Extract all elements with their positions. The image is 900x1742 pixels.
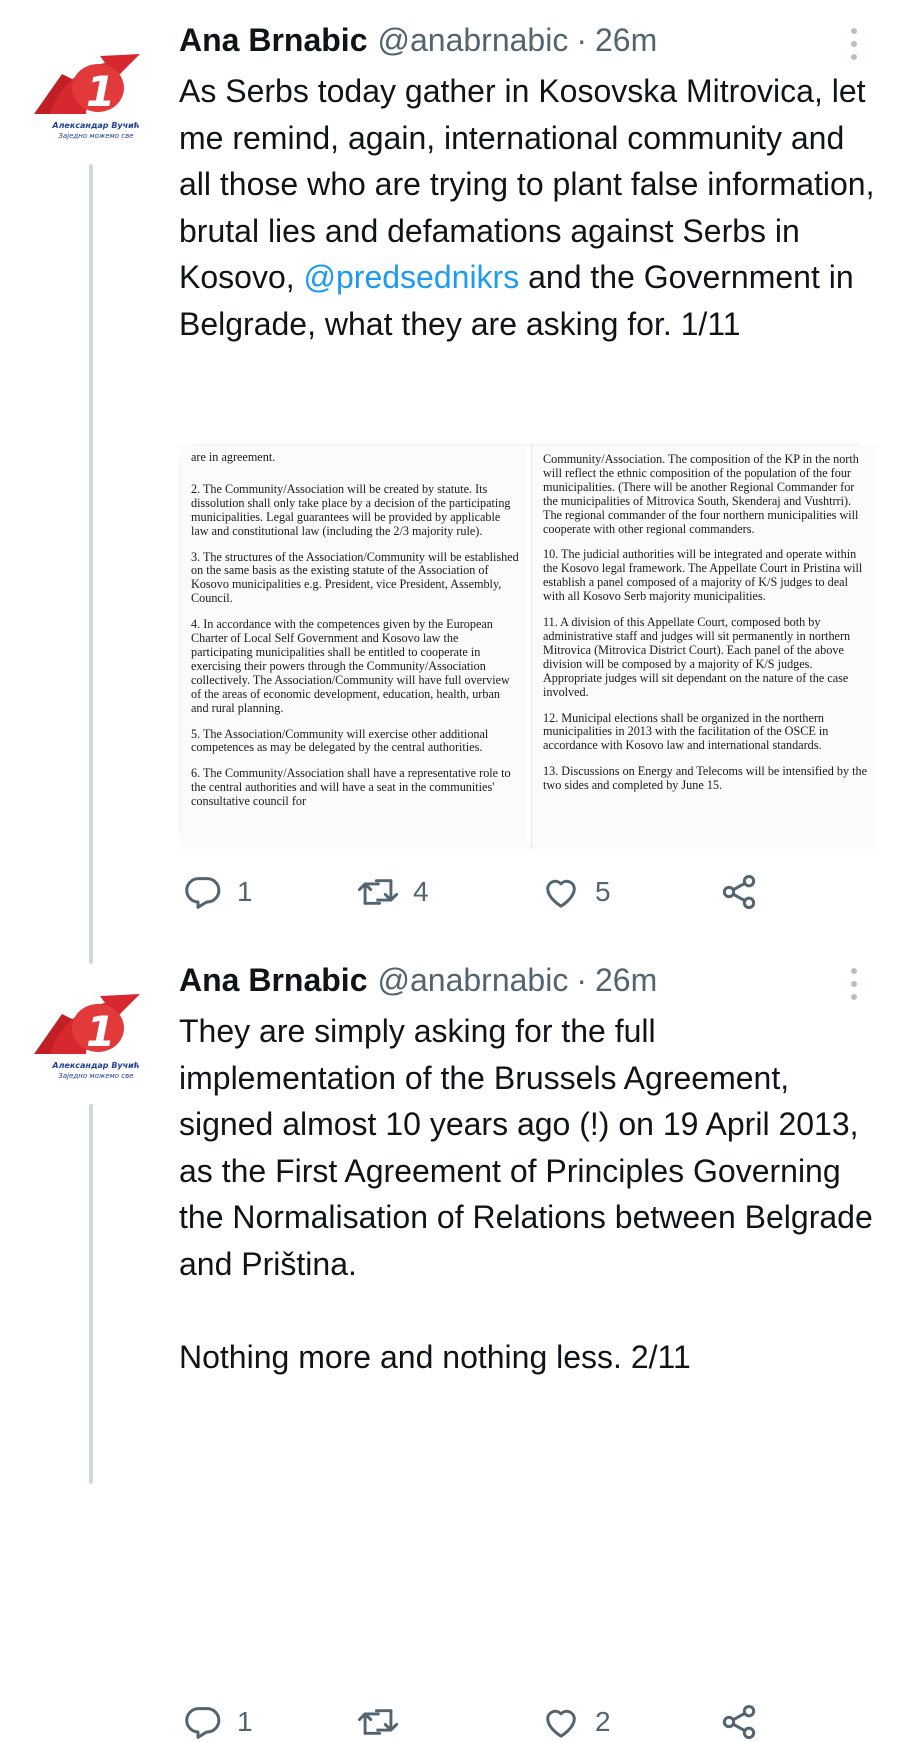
like-button[interactable] — [541, 872, 611, 912]
document-paragraph: 11. A division of this Appellate Court, composed both by administrative staff and judges will sit permanently in northern Mitrovica (Mitrovica District Court). Each panel of the above division will be composed by a majority of K/S judges. Appropriate judges will sit dependant on the nature of the case involved. — [543, 615, 851, 699]
svg-text:1: 1 — [86, 67, 116, 116]
separator-dot: · — [576, 962, 587, 998]
like-count: 2 — [595, 1706, 611, 1737]
document-column-right — [531, 445, 876, 849]
document-paragraph: Community/Association. The composition of the KP in the north will reflect the ethnic composition of the population of the four municipalities. (There will be another Regional Commander for the municipalities of Mitrovica South, Skenderaj and Vushtrri). The regional commander of the four northern municipalities will cooperate with other regional commanders. — [543, 452, 859, 536]
document-paragraph: 6. The Community/Association shall have a representative role to the central authorities and will have a seat in the communities' consultative council for — [191, 766, 511, 809]
author-handle[interactable]: @anabrnabic — [377, 22, 569, 58]
author-name[interactable]: Ana Brnabic — [179, 962, 368, 998]
document-paragraph: 13. Discussions on Energy and Telecoms will be intensified by the two sides and completed by June 15. — [543, 764, 867, 793]
retweet-icon — [357, 1702, 399, 1742]
campaign-logo-icon — [28, 48, 148, 120]
document-paragraph: 3. The structures of the Association/Community will be established on the same basis as the existing statute of the Association of Kosovo municipalities e.g. President, vice President, Assembly, Council. — [191, 549, 519, 606]
reply-button[interactable] — [183, 1702, 253, 1742]
share-icon — [719, 872, 759, 912]
share-button[interactable] — [719, 1702, 759, 1742]
document-paragraph: are in agreement. — [191, 450, 276, 464]
document-paragraph: 5. The Association/Community will exercise other additional competences as may be delegated by the central authorities. — [191, 726, 489, 755]
retweet-count: 4 — [413, 876, 429, 907]
author-handle[interactable]: @anabrnabic — [377, 962, 569, 998]
thread-line — [89, 164, 93, 964]
reply-button[interactable] — [183, 872, 253, 912]
separator-dot: · — [576, 22, 587, 58]
share-icon — [719, 1702, 759, 1742]
avatar-caption-slogan: Заједно можемо све — [58, 132, 134, 140]
tweet-actions — [179, 872, 779, 912]
tweet-paragraph: Nothing more and nothing less. 2/11 — [179, 1339, 691, 1376]
like-count: 5 — [595, 876, 611, 907]
mention-link[interactable]: @predsednikrs — [303, 259, 520, 296]
tweet-header — [179, 962, 657, 1006]
avatar[interactable] — [28, 988, 148, 1098]
tweet-paragraph: They are simply asking for the full implementation of the Brussels Agreement, signed almost 10 years ago (!) on 19 April 2013, as the First Agreement of Principles Governing the Normalisation of Relations between Belgrade and Priština. — [179, 1013, 873, 1282]
document-paragraph: 2. The Community/Association will be created by statute. Its dissolution shall only take place by a decision of the participating municipalities. Legal guarantees will be provided by applicable law and constitutional law (including the 2/3 majority rule). — [191, 481, 511, 538]
tweet-text — [179, 1008, 879, 1381]
heart-icon — [541, 872, 581, 912]
heart-icon — [541, 1702, 581, 1742]
avatar-caption-name: Александар Вучић — [52, 1061, 140, 1070]
svg-text:1: 1 — [86, 1007, 116, 1056]
reply-icon — [183, 872, 223, 912]
like-button[interactable] — [541, 1702, 611, 1742]
reply-icon — [183, 1702, 223, 1742]
tweet-actions — [179, 1702, 779, 1742]
campaign-logo-icon — [28, 988, 148, 1060]
retweet-icon — [357, 872, 399, 912]
retweet-button[interactable] — [357, 872, 429, 912]
timestamp[interactable]: 26m — [594, 962, 658, 998]
document-paragraph: 4. In accordance with the competences given by the European Charter of Local Self Government and Kosovo law the participating municipalities shall be entitled to cooperate in exercising their powers through the Community/Association collectively. The Association/Community will have full overview of the areas of economic development, education, health, urban and rural planning. — [191, 617, 510, 715]
more-options-icon[interactable] — [848, 28, 860, 60]
avatar-caption-name: Александар Вучић — [52, 121, 140, 130]
tweet-text-part: As Serbs today gather in Kosovska Mitrovica, let me remind, again, international community and all those who are trying to plant false information, brutal lies and defamations against Serbs in Kosovo, — [179, 73, 875, 296]
share-button[interactable] — [719, 872, 759, 912]
document-paragraph: 10. The judicial authorities will be integrated and operate within the Kosovo legal framework. The Appellate Court in Pristina will establish a panel composed of a majority of K/S judges to deal with all Kosovo Serb majority municipalities. — [543, 547, 863, 604]
avatar[interactable] — [28, 48, 148, 158]
avatar-caption-slogan: Заједно можемо све — [58, 1072, 134, 1080]
document-column-left — [180, 445, 526, 849]
more-options-icon[interactable] — [848, 968, 860, 1000]
tweet-text-part: and the Government in Belgrade, what they are asking for. 1/11 — [179, 259, 854, 342]
tweet-header — [179, 22, 657, 66]
document-paragraph: 12. Municipal elections shall be organized in the northern municipalities in 2013 with the facilitation of the OSCE in accordance with Kosovo law and international standards. — [543, 710, 829, 753]
tweet-text — [179, 68, 879, 348]
timestamp[interactable]: 26m — [594, 22, 658, 58]
tweet[interactable] — [0, 940, 900, 1737]
reply-count: 1 — [237, 876, 253, 907]
author-name[interactable]: Ana Brnabic — [179, 22, 368, 58]
attached-image[interactable] — [179, 444, 875, 848]
reply-count: 1 — [237, 1706, 253, 1737]
thread-line — [89, 1104, 93, 1484]
retweet-button[interactable] — [357, 1702, 413, 1742]
